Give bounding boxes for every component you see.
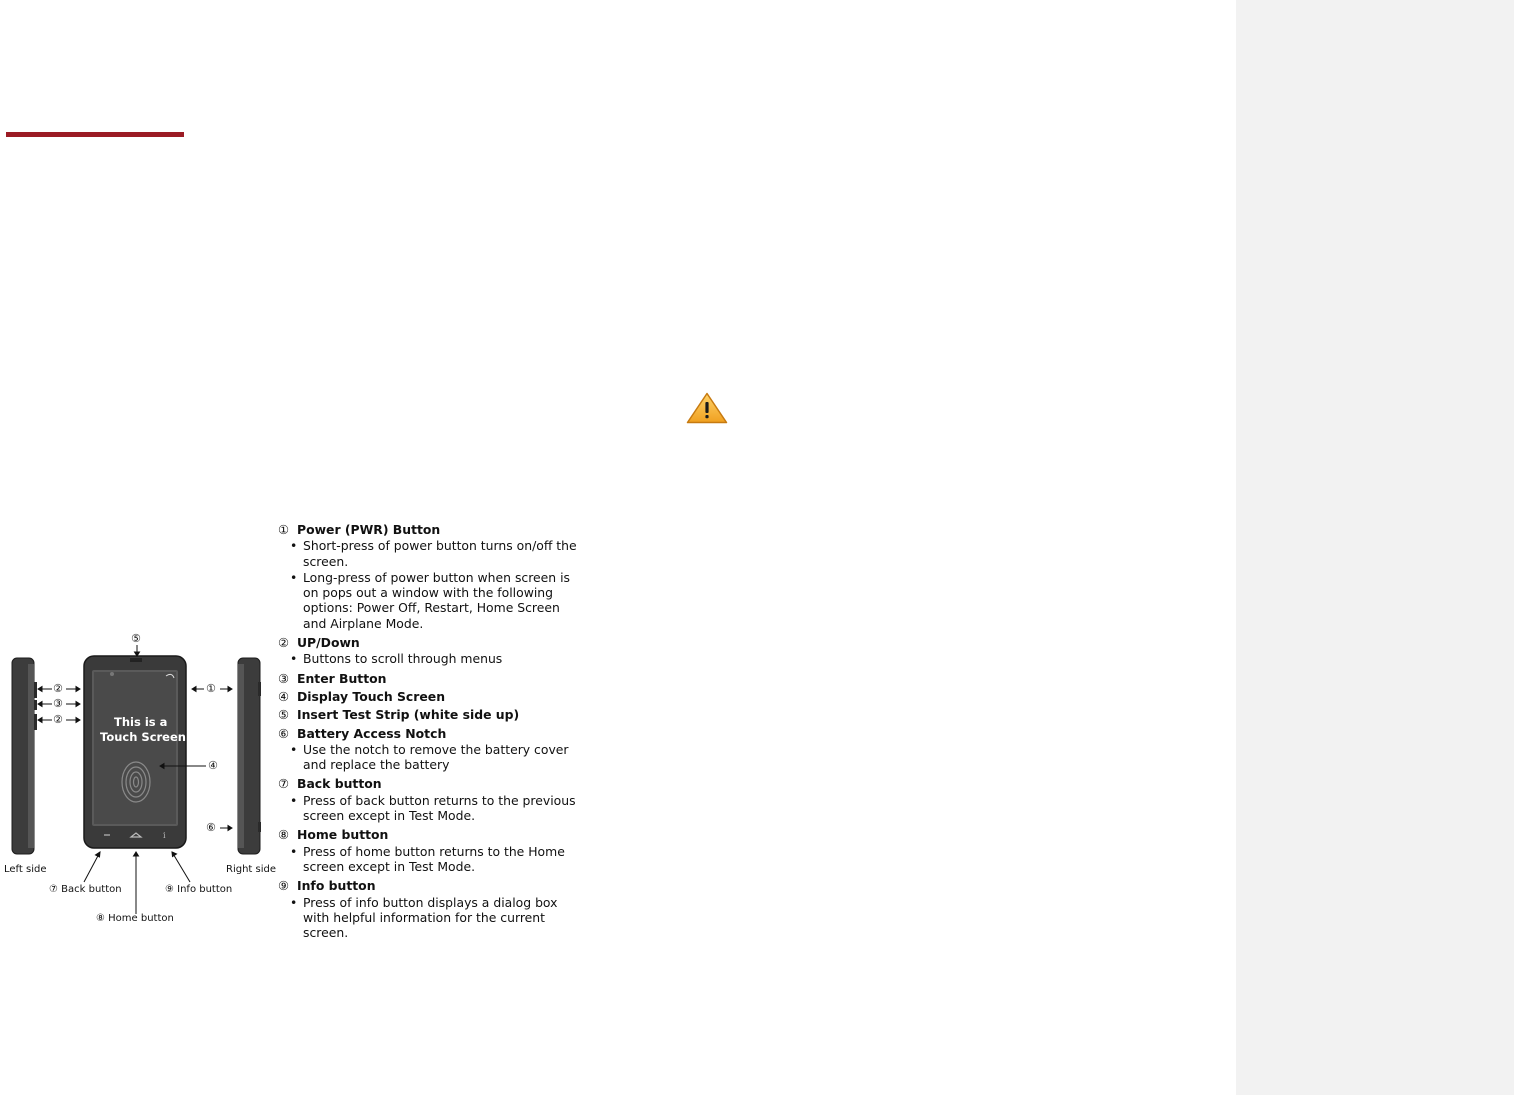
legend-title: UP/Down: [297, 635, 360, 651]
legend-title: Enter Button: [297, 670, 387, 686]
legend-bullet: • Use the notch to remove the battery cover and replace the battery: [290, 742, 578, 773]
button-legend: [278, 522, 578, 944]
callout-4: ④: [208, 759, 218, 772]
back-button-label: ⑦ Back button: [49, 884, 122, 895]
legend-title: Insert Test Strip (white side up): [297, 707, 520, 723]
legend-title: Info button: [297, 878, 376, 894]
legend-bullet: • Short-press of power button turns on/off the screen.: [290, 538, 578, 569]
svg-text:i: i: [163, 831, 166, 840]
callout-2-bottom: ②: [53, 713, 63, 726]
legend-item-back: [278, 776, 578, 823]
callout-6: ⑥: [206, 821, 216, 834]
legend-title: Display Touch Screen: [297, 688, 446, 704]
screen-text-line1: This is a: [114, 715, 168, 729]
callout-5: ⑤: [131, 632, 141, 645]
section-accent-rule: [6, 132, 184, 137]
legend-bullet: • Press of back button returns to the previous screen except in Test Mode.: [290, 793, 578, 824]
legend-item-enter: [278, 671, 578, 686]
legend-number: ⑧: [278, 827, 290, 843]
legend-bullet: • Press of home button returns to the Home screen except in Test Mode.: [290, 844, 578, 875]
legend-item-power: [278, 522, 578, 631]
legend-number: ⑦: [278, 776, 290, 792]
legend-number: ④: [278, 688, 290, 704]
left-side-label: Left side: [4, 864, 47, 875]
legend-item-display: [278, 689, 578, 704]
legend-title: Back button: [297, 776, 382, 792]
legend-number: ⑥: [278, 725, 290, 741]
legend-bullet: • Press of info button displays a dialog box with helpful information for the current screen.: [290, 895, 578, 941]
right-side-label: Right side: [226, 864, 276, 875]
info-button-label: ⑨ Info button: [165, 884, 233, 895]
callout-1: ①: [206, 682, 216, 695]
legend-item-up-down: [278, 635, 578, 667]
callout-3: ③: [53, 697, 63, 710]
legend-number: ①: [278, 522, 290, 537]
legend-item-test-strip: [278, 707, 578, 722]
legend-item-home: [278, 827, 578, 874]
device-drawing: [0, 630, 280, 930]
warning-triangle-icon: [686, 392, 728, 424]
comment-margin-pane: [1236, 0, 1514, 1095]
legend-number: ⑨: [278, 878, 290, 894]
legend-bullet: • Long-press of power button when screen is on pops out a window with the following options: Power Off, Restart, Home Screen and Airplane Mode.: [290, 570, 578, 631]
legend-number: ③: [278, 670, 290, 686]
legend-title: Home button: [297, 827, 389, 843]
legend-number: ⑤: [278, 707, 290, 723]
legend-item-info: [278, 878, 578, 940]
device-diagram: [0, 630, 280, 930]
legend-item-battery-notch: [278, 726, 578, 773]
callout-2-top: ②: [53, 682, 63, 695]
screen-text-line2: Touch Screen: [100, 730, 186, 744]
legend-bullet: • Buttons to scroll through menus: [290, 651, 578, 666]
home-button-label: ⑧ Home button: [96, 913, 174, 924]
legend-number: ②: [278, 635, 290, 651]
legend-title: Battery Access Notch: [297, 725, 447, 741]
legend-title: Power (PWR) Button: [297, 522, 441, 537]
